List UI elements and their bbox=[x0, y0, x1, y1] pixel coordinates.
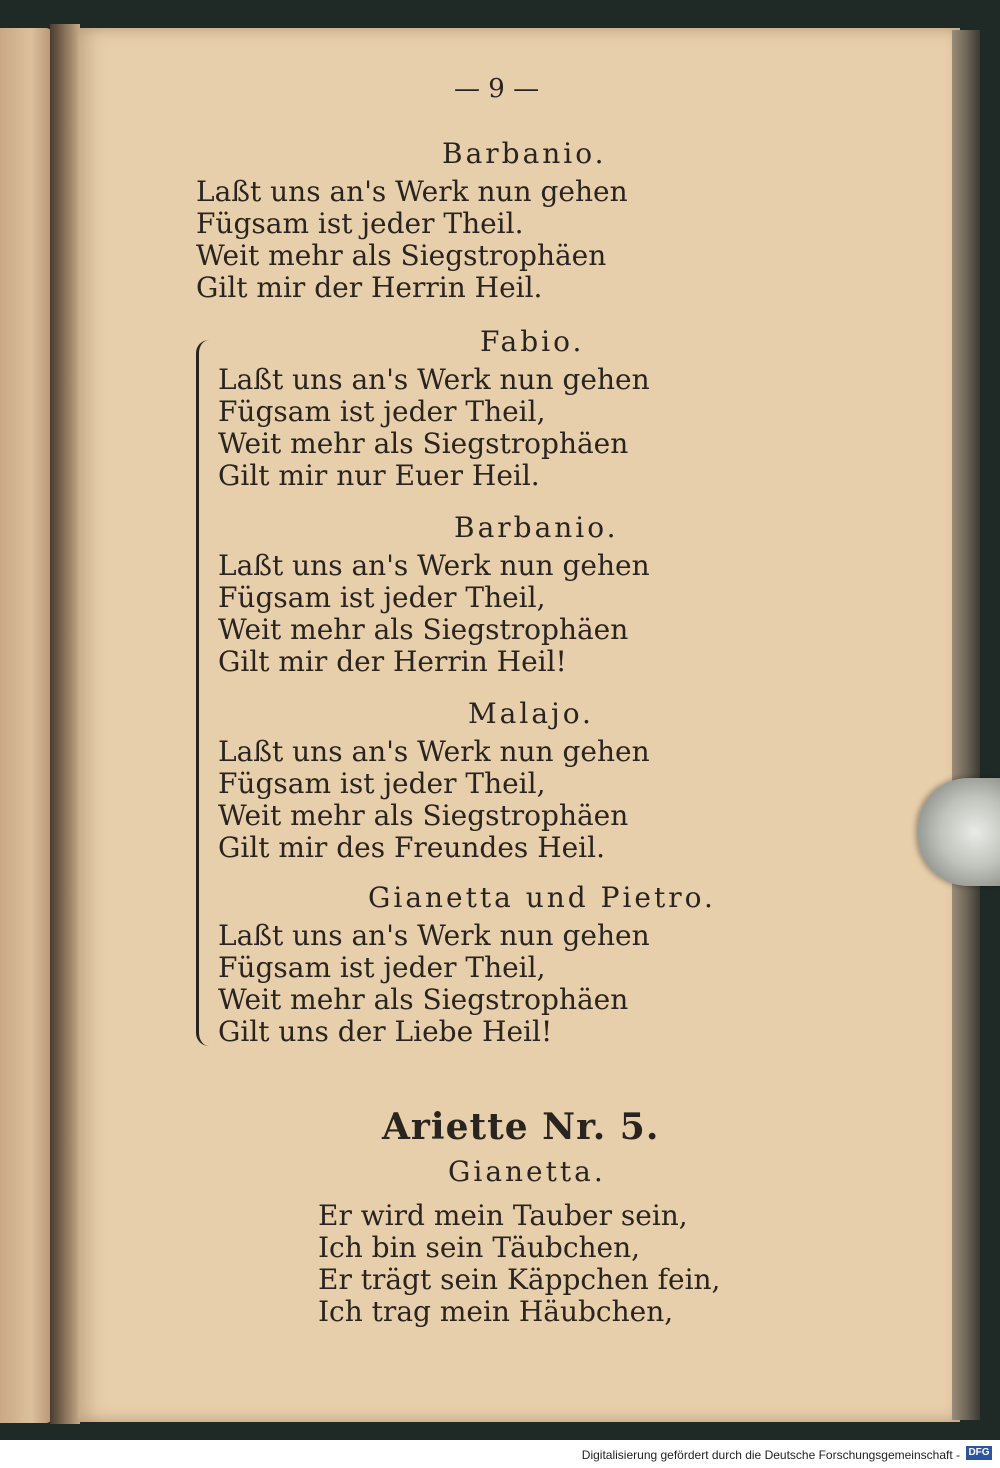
verse-line: Weit mehr als Siegstrophäen bbox=[218, 799, 629, 832]
verse-line: Fügsam ist jeder Theil, bbox=[218, 951, 546, 984]
verse-line: Gilt mir nur Euer Heil. bbox=[218, 459, 540, 492]
speaker-name: Barbanio. bbox=[454, 511, 619, 544]
speaker-name: Gianetta. bbox=[448, 1155, 606, 1188]
verse-line: Ich trag mein Häubchen, bbox=[318, 1295, 674, 1328]
verse-line: Er wird mein Tauber sein, bbox=[318, 1199, 688, 1232]
speaker-name: Barbanio. bbox=[442, 137, 607, 170]
verse-line: Fügsam ist jeder Theil, bbox=[218, 581, 546, 614]
verse-line: Gilt mir der Herrin Heil! bbox=[218, 645, 567, 678]
speaker-name: Fabio. bbox=[480, 325, 585, 358]
verse-line: Laßt uns an's Werk nun gehen bbox=[218, 735, 650, 768]
verse-line: Ich bin sein Täubchen, bbox=[318, 1231, 641, 1264]
page-clip-icon bbox=[918, 778, 1000, 886]
speaker-name: Gianetta und Pietro. bbox=[368, 881, 716, 914]
verse-line: Gilt mir der Herrin Heil. bbox=[196, 271, 543, 304]
verse-line: Gilt uns der Liebe Heil! bbox=[218, 1015, 553, 1048]
verse-line: Laßt uns an's Werk nun gehen bbox=[218, 919, 650, 952]
page-number: — 9 — bbox=[454, 74, 540, 104]
book-gutter bbox=[50, 24, 80, 1424]
verse-line: Weit mehr als Siegstrophäen bbox=[218, 427, 629, 460]
verse-line: Weit mehr als Siegstrophäen bbox=[196, 239, 607, 272]
verse-line: Weit mehr als Siegstrophäen bbox=[218, 983, 629, 1016]
funding-credit: Digitalisierung gefördert durch die Deutsche Forschungsgemeinschaft - bbox=[581, 1448, 960, 1462]
verse-line: Laßt uns an's Werk nun gehen bbox=[218, 363, 650, 396]
verse-line: Gilt mir des Freundes Heil. bbox=[218, 831, 605, 864]
ensemble-brace-lower bbox=[196, 690, 209, 1046]
previous-page-edge bbox=[0, 28, 52, 1423]
page-stack-edge bbox=[952, 30, 980, 1420]
dfg-logo: DFG bbox=[966, 1446, 992, 1460]
verse-line: Laßt uns an's Werk nun gehen bbox=[196, 175, 628, 208]
verse-line: Weit mehr als Siegstrophäen bbox=[218, 613, 629, 646]
verse-line: Fügsam ist jeder Theil, bbox=[218, 767, 546, 800]
verse-line: Er trägt sein Käppchen fein, bbox=[318, 1263, 721, 1296]
verse-line: Fügsam ist jeder Theil, bbox=[218, 395, 546, 428]
verse-line: Fügsam ist jeder Theil. bbox=[196, 207, 524, 240]
verse-line: Laßt uns an's Werk nun gehen bbox=[218, 549, 650, 582]
speaker-name: Malajo. bbox=[468, 697, 594, 730]
section-heading: Ariette Nr. 5. bbox=[382, 1106, 660, 1148]
ensemble-brace-upper bbox=[196, 340, 209, 690]
